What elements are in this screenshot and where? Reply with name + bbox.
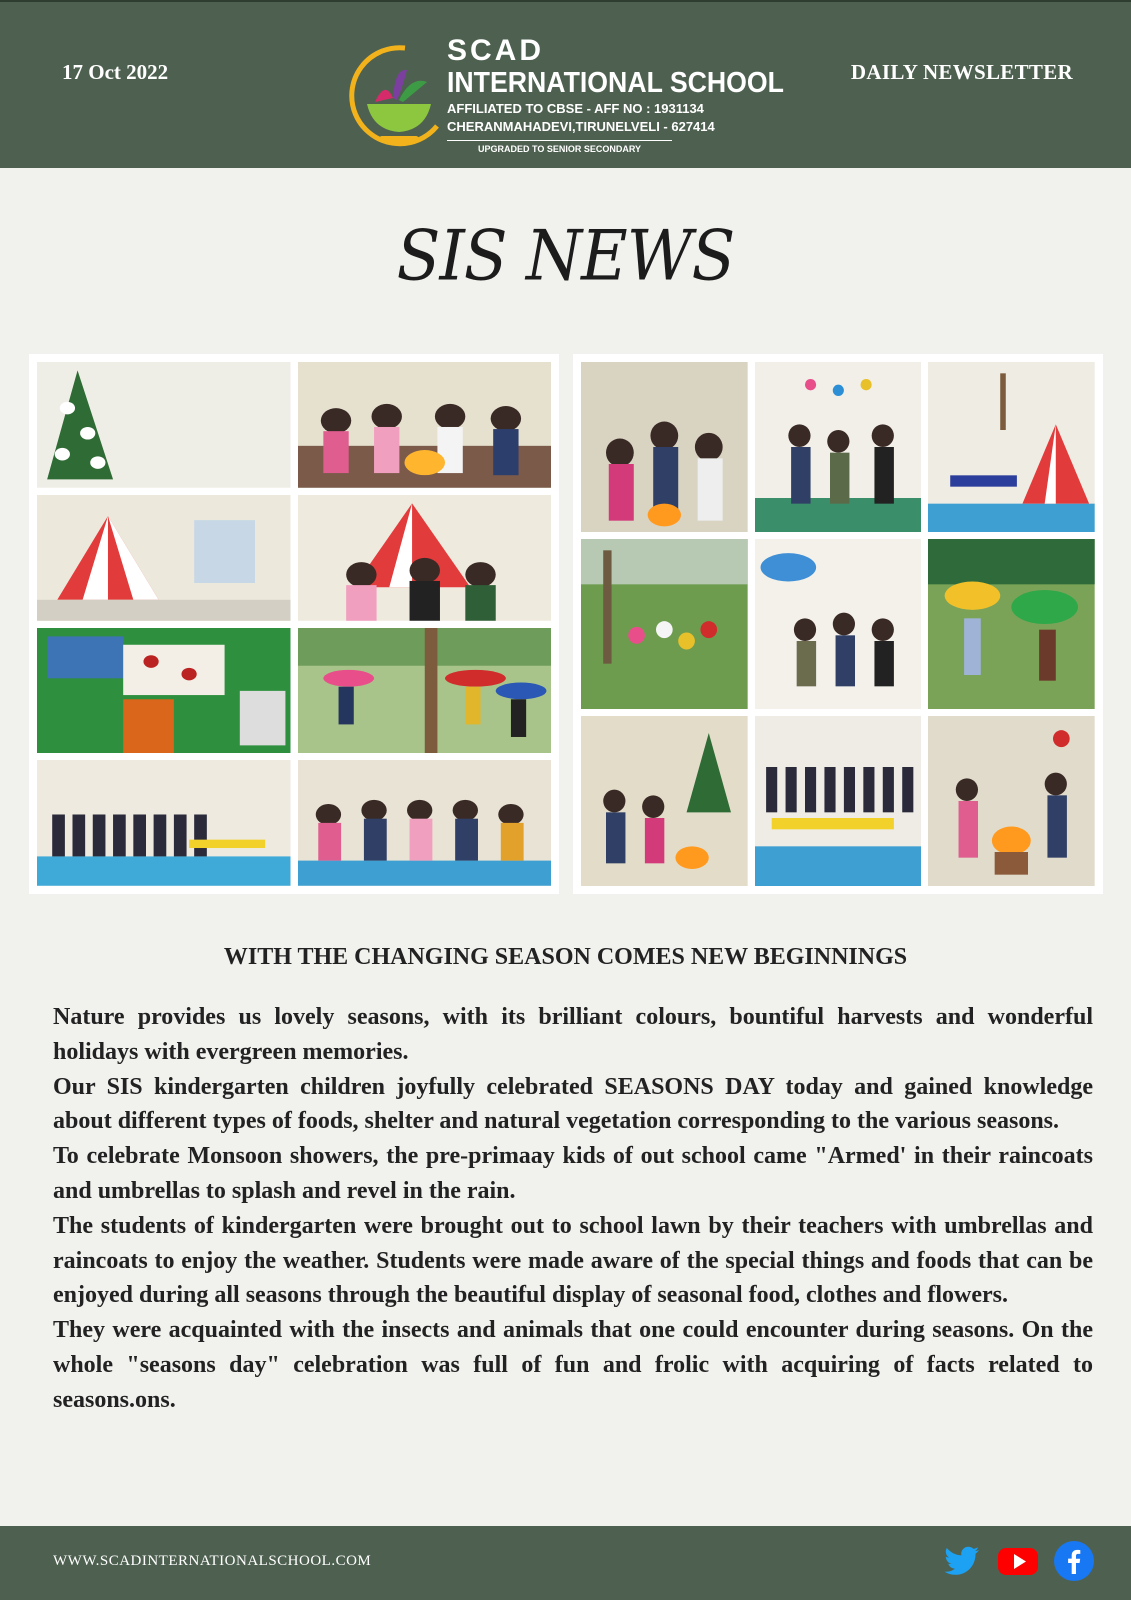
photo-collage-right xyxy=(573,354,1103,894)
newsletter-title: DAILY NEWSLETTER xyxy=(850,60,1073,84)
header-banner xyxy=(0,0,1131,168)
kids-umbrella-room-photo xyxy=(755,539,922,709)
classroom-tent-photo xyxy=(37,495,291,621)
children-tent-photo xyxy=(298,495,552,621)
social-links xyxy=(941,1540,1095,1582)
article-body xyxy=(53,1000,1093,1418)
children-bonfire-room-photo xyxy=(581,362,748,532)
newsletter-date: 17 Oct 2022 xyxy=(62,60,169,84)
logo-address: CHERANMAHADEVI,TIRUNELVELI - 627414 xyxy=(447,119,715,134)
class-group-photo xyxy=(37,760,291,886)
christmas-bonfire-photo xyxy=(581,716,748,886)
school-emblem-icon xyxy=(345,40,445,152)
children-hats-group-photo xyxy=(298,760,552,886)
page-title: SIS NEWS xyxy=(396,217,735,297)
children-fire-pot-photo xyxy=(928,716,1095,886)
three-kids-standing-photo xyxy=(755,362,922,532)
children-umbrellas-lawn-photo xyxy=(298,628,552,754)
tent-table-display-photo xyxy=(928,362,1095,532)
school-logo xyxy=(345,32,784,157)
photo-collage-left xyxy=(29,354,559,894)
lawn-umbrellas-photo xyxy=(581,539,748,709)
children-bonfire-photo xyxy=(298,362,552,488)
article-paragraph: Our SIS kindergarten children joyfully celebrated SEASONS DAY today and gained knowledge about different types of foods, shelter and natural vegetation corresponding to the various seasons. xyxy=(53,1073,1093,1135)
logo-affiliation: AFFILIATED TO CBSE - AFF NO : 1931134 xyxy=(447,101,704,116)
christmas-tree-photo xyxy=(37,362,291,488)
twitter-icon[interactable] xyxy=(941,1540,983,1582)
article-paragraph: To celebrate Monsoon showers, the pre-primaay kids of out school came "Armed' in their raincoats and umbrellas to splash and revel in the rain. xyxy=(53,1143,1093,1204)
website-link[interactable]: WWW.SCADINTERNATIONALSCHOOL.COM xyxy=(53,1553,372,1569)
footer-banner xyxy=(0,1526,1131,1600)
class-table-group-photo xyxy=(755,716,922,886)
article-paragraph: The students of kindergarten were brought out to school lawn by their teachers with umbrellas and raincoats to enjoy the weather. Students were made aware of the special things and foods that can be enjoyed during all seasons through the beautiful display of seasonal food, clothes and flowers. xyxy=(53,1212,1093,1309)
kids-umbrella-outdoor-photo xyxy=(928,539,1095,709)
article-paragraph: They were acquainted with the insects and animals that one could encounter during seasons. On the whole "seasons day" celebration was full of fun and frolic with acquiring of facts related to seasons.ons. xyxy=(53,1317,1093,1413)
facebook-icon[interactable] xyxy=(1053,1540,1095,1582)
logo-school-name: INTERNATIONAL SCHOOL xyxy=(447,67,784,99)
youtube-icon[interactable] xyxy=(997,1540,1039,1582)
logo-brand: SCAD xyxy=(447,34,545,67)
logo-upgraded: UPGRADED TO SENIOR SECONDARY xyxy=(447,140,672,154)
article-headline: WITH THE CHANGING SEASON COMES NEW BEGINNINGS xyxy=(223,944,908,970)
winter-clothes-display-photo xyxy=(37,628,291,754)
article-paragraph: Nature provides us lovely seasons, with its brilliant colours, bountiful harvests and wonderful holidays with evergreen memories. xyxy=(53,1004,1093,1065)
